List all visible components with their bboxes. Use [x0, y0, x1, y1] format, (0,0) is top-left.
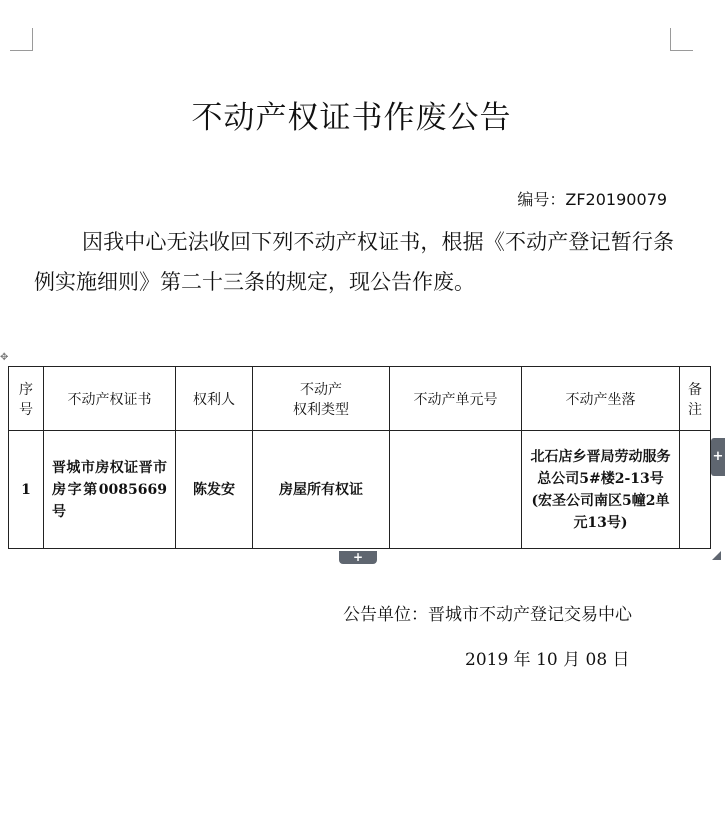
page-title: 不动产权证书作废公告	[191, 100, 512, 136]
cell-seq: 1	[9, 431, 44, 549]
table-move-icon[interactable]: ✥	[0, 352, 9, 363]
table-row	[9, 431, 711, 549]
header-seq: 序号	[9, 367, 44, 431]
add-column-button[interactable]: +	[711, 438, 725, 476]
void-certificates-table	[8, 366, 711, 549]
announcement-body: 因我中心无法收回下列不动产权证书，根据《不动产登记暂行条例实施细则》第二十三条的规定，现公告作废。	[34, 230, 674, 294]
header-right-type-line1: 不动产	[300, 381, 342, 398]
add-row-button[interactable]: +	[339, 551, 377, 564]
cell-right-type: 房屋所有权证	[253, 431, 390, 549]
cell-certificate: 晋城市房权证晋市房字第0085669号	[44, 431, 176, 549]
header-right-type	[253, 367, 390, 431]
header-remarks: 备注	[680, 367, 711, 431]
cell-owner: 陈发安	[176, 431, 253, 549]
header-unit-number: 不动产单元号	[390, 367, 522, 431]
table-resize-icon[interactable]	[712, 551, 721, 560]
document-number: 编号：ZF20190079	[517, 190, 667, 209]
cell-unit-number	[390, 431, 522, 549]
header-certificate: 不动产权证书	[44, 367, 176, 431]
header-owner: 权利人	[176, 367, 253, 431]
page-corner-mark-top-right	[670, 28, 693, 51]
header-right-type-line2: 权利类型	[293, 401, 349, 418]
cell-location: 北石店乡晋局劳动服务总公司5#楼2-13号(宏圣公司南区5幢2单元13号)	[522, 431, 680, 549]
issuing-unit: 公告单位：晋城市不动产登记交易中心	[343, 605, 632, 625]
cell-remarks	[680, 431, 711, 549]
page-corner-mark-top-left	[10, 28, 33, 51]
announcement-date: 2019 年 10 月 08 日	[465, 650, 630, 670]
header-location: 不动产坐落	[522, 367, 680, 431]
table-header-row	[9, 367, 711, 431]
